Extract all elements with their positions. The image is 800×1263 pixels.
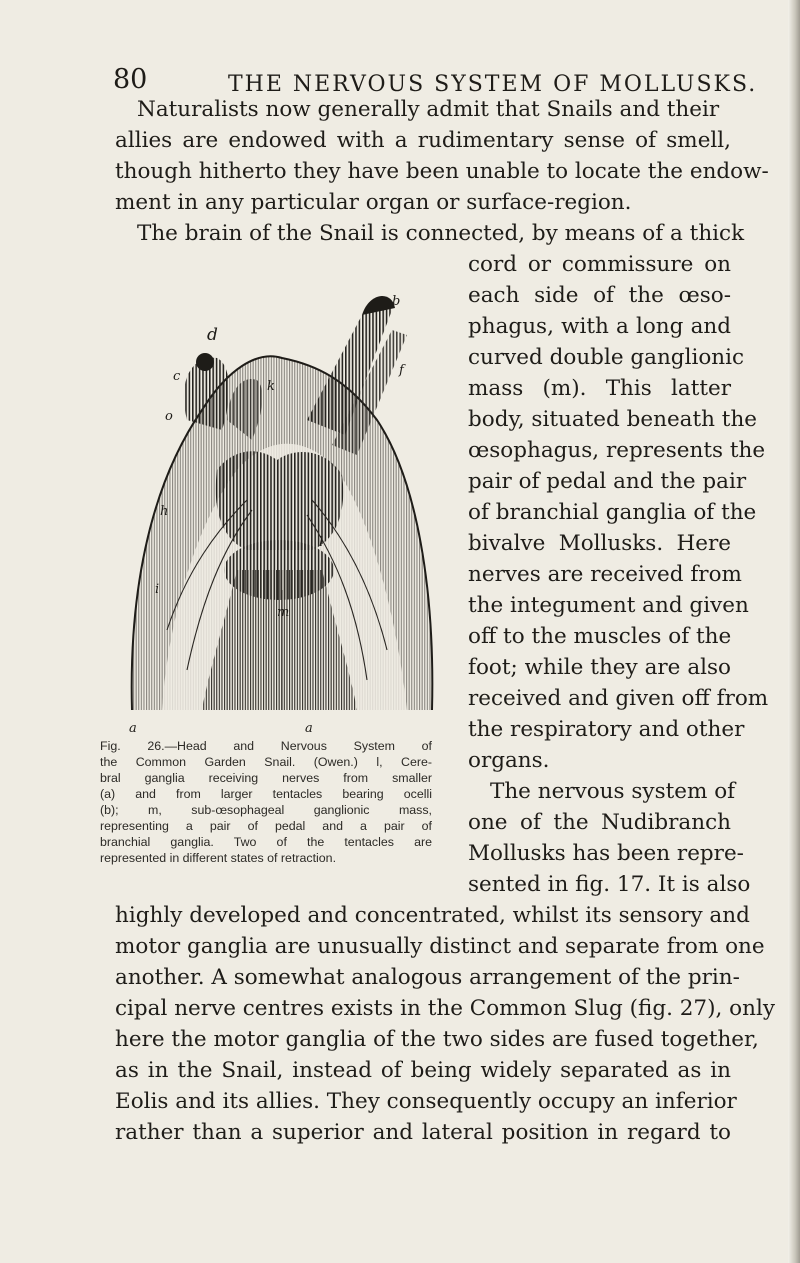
figure-label: f [399,363,404,378]
figure-label: b [392,294,401,309]
text-line: pair of pedal and the pair [468,469,747,494]
text-line: Mollusks has been repre- [468,841,744,866]
text-line: nerves are received from [468,562,742,587]
figure-label: c [173,369,181,384]
figure-label: k [267,379,275,394]
page-edge-shadow [788,0,800,1263]
figure-label: m [277,605,290,620]
text-line: the integument and given [468,593,749,618]
text-line: Naturalists now generally admit that Snails and their [137,97,720,122]
text-line: as in the Snail, instead of being widely separated as in [115,1058,731,1083]
figure-label: i [155,582,160,597]
figure-caption-line: branchial ganglia. Two of the tentacles are [100,835,432,849]
figure-label: l [319,535,324,550]
figure-caption-line: represented in different states of retraction. [100,851,337,865]
snail-nervous-system-illustration [107,270,452,735]
figure-caption-line: Fig. 26.—Head and Nervous System of [100,739,432,753]
text-line: organs. [468,748,550,773]
text-line: œsophagus, represents the [468,438,766,463]
text-line: the respiratory and other [468,717,745,742]
text-line: received and given off from [468,686,769,711]
text-line: The brain of the Snail is connected, by means of a thick [137,221,745,246]
text-line: bivalve Mollusks. Here [468,531,731,556]
figure-caption-line: (a) and from larger tentacles bearing ocelli [100,787,432,801]
figure-caption-line: (b); m, sub-œsophageal ganglionic mass, [100,803,432,817]
figure-label: d [207,325,218,345]
figure-caption-line: bral ganglia receiving nerves from smaller [100,771,432,785]
text-line: Eolis and its allies. They consequently occupy an inferior [115,1089,737,1114]
text-line: each side of the œso- [468,283,731,308]
page-number: 80 [113,64,148,95]
text-line: another. A somewhat analogous arrangement of the prin- [115,965,740,990]
text-line: of branchial ganglia of the [468,500,757,525]
text-line: here the motor ganglia of the two sides are fused together, [115,1027,759,1052]
text-line: rather than a superior and lateral position in regard to [115,1120,731,1145]
text-line: highly developed and concentrated, whilst its sensory and [115,903,750,928]
figure-caption-line: the Common Garden Snail. (Owen.) l, Cere- [100,755,432,769]
figure-label: a [305,721,313,735]
running-title: THE NERVOUS SYSTEM OF MOLLUSKS. [228,72,758,97]
text-line: mass (m). This latter [468,376,731,401]
figure-label: h [160,504,169,519]
text-line: curved double ganglionic [468,345,745,370]
text-line: motor ganglia are unusually distinct and separate from one [115,934,765,959]
text-line: sented in fig. 17. It is also [468,872,751,897]
text-line: phagus, with a long and [468,314,731,339]
text-line: allies are endowed with a rudimentary sense of smell, [115,128,731,153]
text-line: body, situated beneath the [468,407,758,432]
text-line: off to the muscles of the [468,624,732,649]
text-line: one of the Nudibranch [468,810,731,835]
text-line: foot; while they are also [468,655,731,680]
figure-label: o [165,409,173,424]
text-line: cipal nerve centres exists in the Common Slug (fig. 27), only [115,996,775,1021]
text-line: The nervous system of [490,779,736,804]
text-line: though hitherto they have been unable to locate the endow- [115,159,769,184]
figure-caption-line: representing a pair of pedal and a pair of [100,819,432,833]
figure-label: a [129,721,137,735]
text-line: ment in any particular organ or surface-region. [115,190,632,215]
text-line: cord or commissure on [468,252,731,277]
